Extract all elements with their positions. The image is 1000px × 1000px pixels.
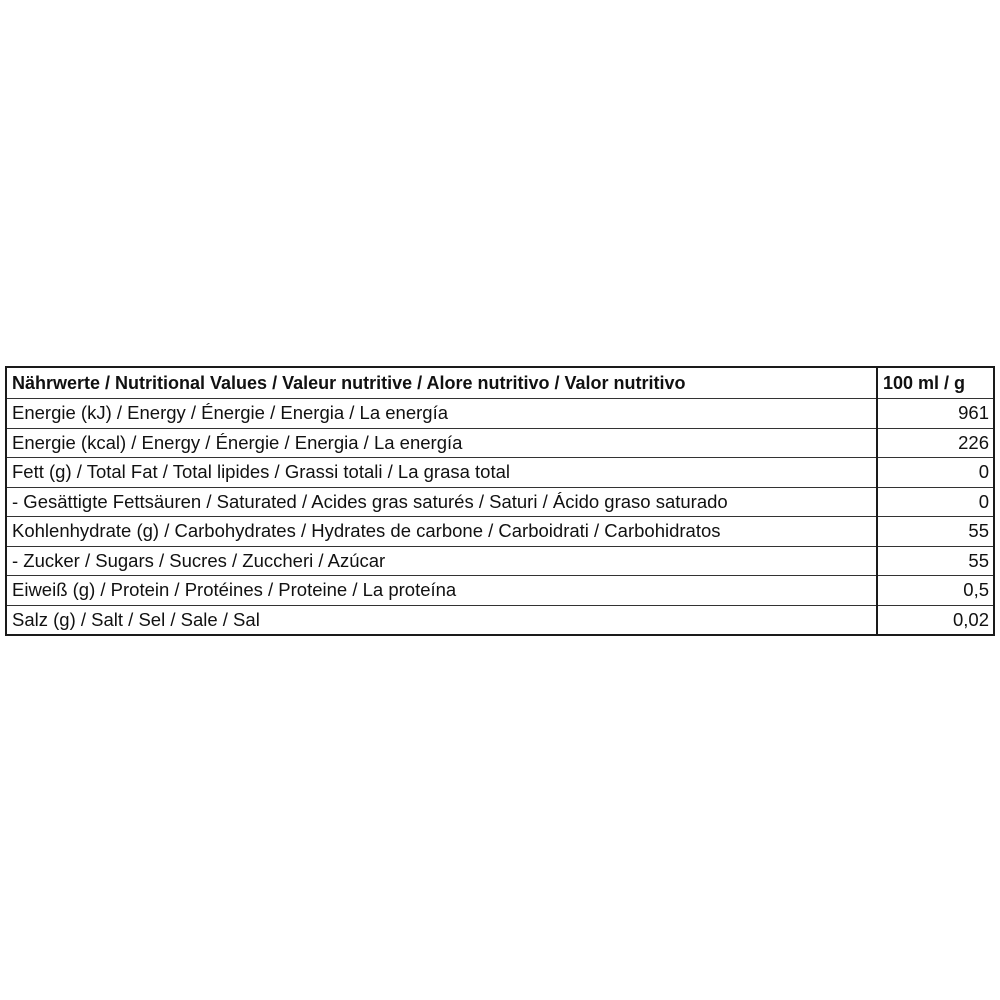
table-row-energy-kj	[6, 399, 994, 429]
nutrient-name: Salz (g) / Salt / Sel / Sale / Sal	[6, 605, 877, 635]
nutrient-value: 55	[877, 517, 994, 547]
nutrient-name: - Gesättigte Fettsäuren / Saturated / Acides gras saturés / Saturi / Ácido graso saturado	[6, 487, 877, 517]
nutrient-value: 226	[877, 428, 994, 458]
nutrition-table	[5, 366, 995, 636]
table-header-row	[6, 367, 994, 399]
nutrient-name: - Zucker / Sugars / Sucres / Zuccheri / Azúcar	[6, 546, 877, 576]
table-row-sugars	[6, 546, 994, 576]
nutrient-value: 55	[877, 546, 994, 576]
nutrient-name: Kohlenhydrate (g) / Carbohydrates / Hydrates de carbone / Carboidrati / Carbohidratos	[6, 517, 877, 547]
table-row-energy-kcal	[6, 428, 994, 458]
nutrient-value: 0,5	[877, 576, 994, 606]
table-row-carbohydrates	[6, 517, 994, 547]
nutrient-name: Energie (kJ) / Energy / Énergie / Energia / La energía	[6, 399, 877, 429]
table-row-saturated	[6, 487, 994, 517]
table-row-protein	[6, 576, 994, 606]
nutrient-name: Fett (g) / Total Fat / Total lipides / Grassi totali / La grasa total	[6, 458, 877, 488]
nutrient-value: 0	[877, 458, 994, 488]
nutrient-value: 0,02	[877, 605, 994, 635]
nutrient-value: 961	[877, 399, 994, 429]
header-amount-label: 100 ml / g	[877, 367, 994, 399]
table-row-salt	[6, 605, 994, 635]
nutrient-name: Energie (kcal) / Energy / Énergie / Energia / La energía	[6, 428, 877, 458]
table-row-fat	[6, 458, 994, 488]
nutrient-name: Eiweiß (g) / Protein / Protéines / Proteine / La proteína	[6, 576, 877, 606]
header-nutrient-label: Nährwerte / Nutritional Values / Valeur nutritive / Alore nutritivo / Valor nutritivo	[6, 367, 877, 399]
nutrient-value: 0	[877, 487, 994, 517]
